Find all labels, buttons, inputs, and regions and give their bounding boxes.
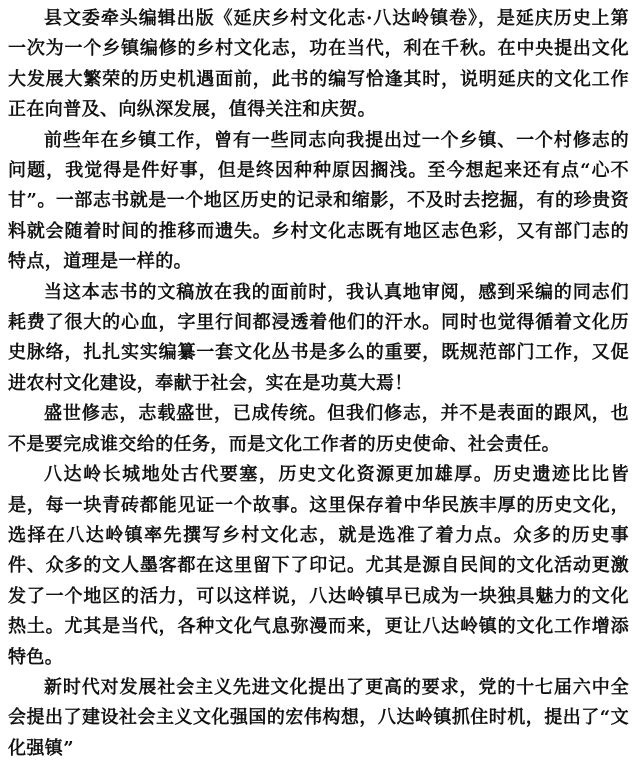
paragraph-6: 新时代对发展社会主义先进文化提出了更高的要求，党的十七届六中全会提出了建设社会主义文化强国的宏伟构想，八达岭镇抓住时机，提出了“文化强镇” xyxy=(8,676,629,759)
paragraph-2: 前些年在乡镇工作，曾有一些同志向我提出过一个乡镇、一个村修志的问题，我觉得是件好事，但是终因种种原因搁浅。至今想起来还有点“心不甘”。一部志书就是一个地区历史的记录和缩影，不及时去挖掘，有的珍贵资料就会随着时间的推移而遗失。乡村文化志既有地区志色彩，又有部门志的特点，道理是一样的。 xyxy=(8,129,629,273)
paragraph-3: 当这本志书的文稿放在我的面前时，我认真地审阅，感到采编的同志们耗费了很大的心血，字里行间都浸透着他们的汗水。同时也觉得循着文化历史脉络，扎扎实实编纂一套文化丛书是多么的重要，既规范部门工作，又促进农村文化建设，奉献于社会，实在是功莫大焉！ xyxy=(8,281,629,394)
paragraph-4: 盛世修志，志载盛世，已成传统。但我们修志，并不是表面的跟风，也不是要完成谁交给的任务，而是文化工作者的历史使命、社会责任。 xyxy=(8,403,629,455)
paragraph-1: 县文委牵头编辑出版《延庆乡村文化志·八达岭镇卷》，是延庆历史上第一次为一个乡镇编修的乡村文化志，功在当代，利在千秋。在中央提出文化大发展大繁荣的历史机遇面前，此书的编写恰逢其时，说明延庆的文化工作正在向普及、向纵深发展，值得关注和庆贺。 xyxy=(8,8,629,121)
paragraph-5: 八达岭长城地处古代要塞，历史文化资源更加雄厚。历史遗迹比比皆是，每一块青砖都能见证一个故事。这里保存着中华民族丰厚的历史文化，选择在八达岭镇率先撰写乡村文化志，就是选准了着力点。众多的历史事件、众多的文人墨客都在这里留下了印记。尤其是源自民间的文化活动更激发了一个地区的活力，可以这样说，八达岭镇早已成为一块独具魅力的文化热土。尤其是当代，各种文化气息弥漫而来，更让八达岭镇的文化工作增添特色。 xyxy=(8,464,629,668)
